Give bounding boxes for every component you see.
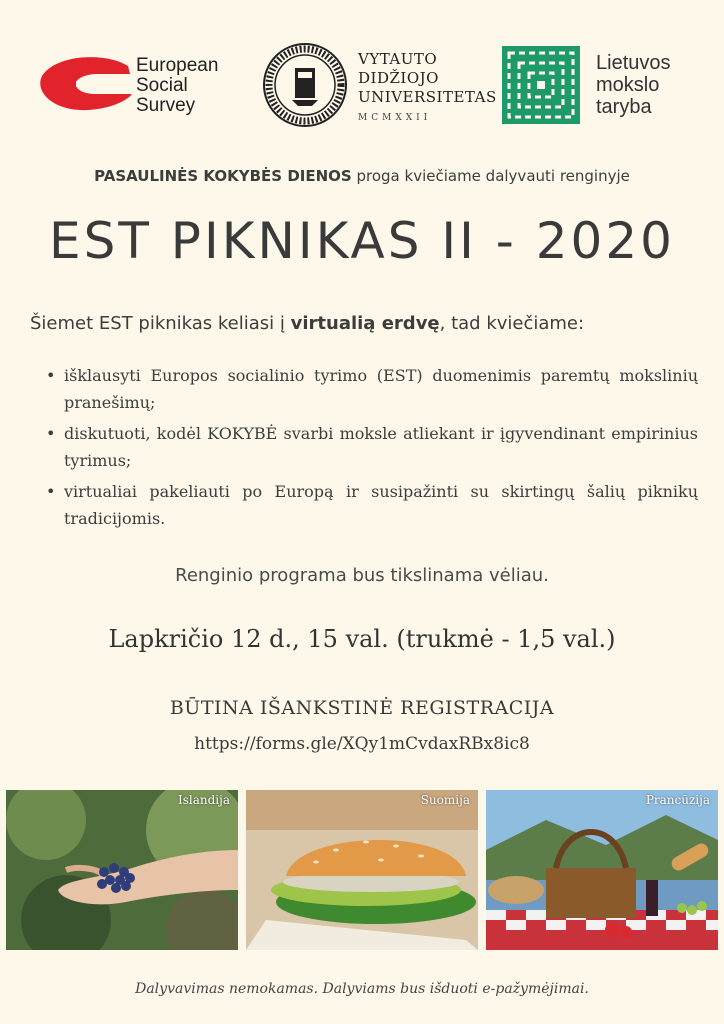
list-item: • išklausyti Europos socialinio tyrimo (EST) duomenimis paremtų mokslinių pranešimų; (44, 362, 698, 416)
photo-france (486, 790, 718, 950)
invitation-list (44, 362, 698, 536)
sandwich-icon (246, 790, 478, 950)
lead-line: PASAULINĖS KOKYBĖS DIENOS proga kviečiame dalyvauti renginyje (94, 167, 630, 185)
list-item: • diskutuoti, kodėl KOKYBĖ svarbi moksle atliekant ir įgyvendinant empirinius tyrimus; (44, 420, 698, 474)
photo-caption: Islandija (177, 793, 230, 807)
picnic-basket-icon (486, 790, 718, 950)
ess-logo-text: European Social Survey (136, 55, 219, 116)
photo-iceland (6, 790, 238, 950)
blueberries-hand-icon (6, 790, 238, 950)
photo-caption: Suomija (420, 793, 470, 807)
lmt-logo-text: Lietuvos mokslo taryba (596, 52, 671, 118)
ess-logo-icon (36, 54, 136, 114)
page-title: EST PIKNIKAS II - 2020 (49, 212, 675, 270)
lmt-logo-icon (502, 46, 580, 124)
event-date: Lapkričio 12 d., 15 val. (trukmė - 1,5 val.) (108, 625, 616, 653)
registration-link[interactable]: https://forms.gle/XQy1mCvdaxRBx8ic8 (194, 734, 530, 754)
logo-row (0, 38, 724, 130)
photo-caption: Prancūzija (645, 793, 710, 807)
registration-heading: BŪTINA IŠANKSTINĖ REGISTRACIJA (169, 697, 555, 719)
photo-finland (246, 790, 478, 950)
vdu-logo-text: VYTAUTO DIDŽIOJO UNIVERSITETAS MCMXXII (358, 50, 497, 123)
program-note: Renginio programa bus tikslinama vėliau. (175, 565, 549, 586)
intro-line: Šiemet EST piknikas keliasi į virtualią erdvę, tad kviečiame: (30, 313, 585, 334)
footer-note: Dalyvavimas nemokamas. Dalyviams bus išduoti e-pažymėjimai. (135, 981, 589, 997)
vdu-seal-icon (262, 42, 348, 128)
list-item: • virtualiai pakeliauti po Europą ir susipažinti su skirtingų šalių piknikų tradicijomis. (44, 478, 698, 532)
